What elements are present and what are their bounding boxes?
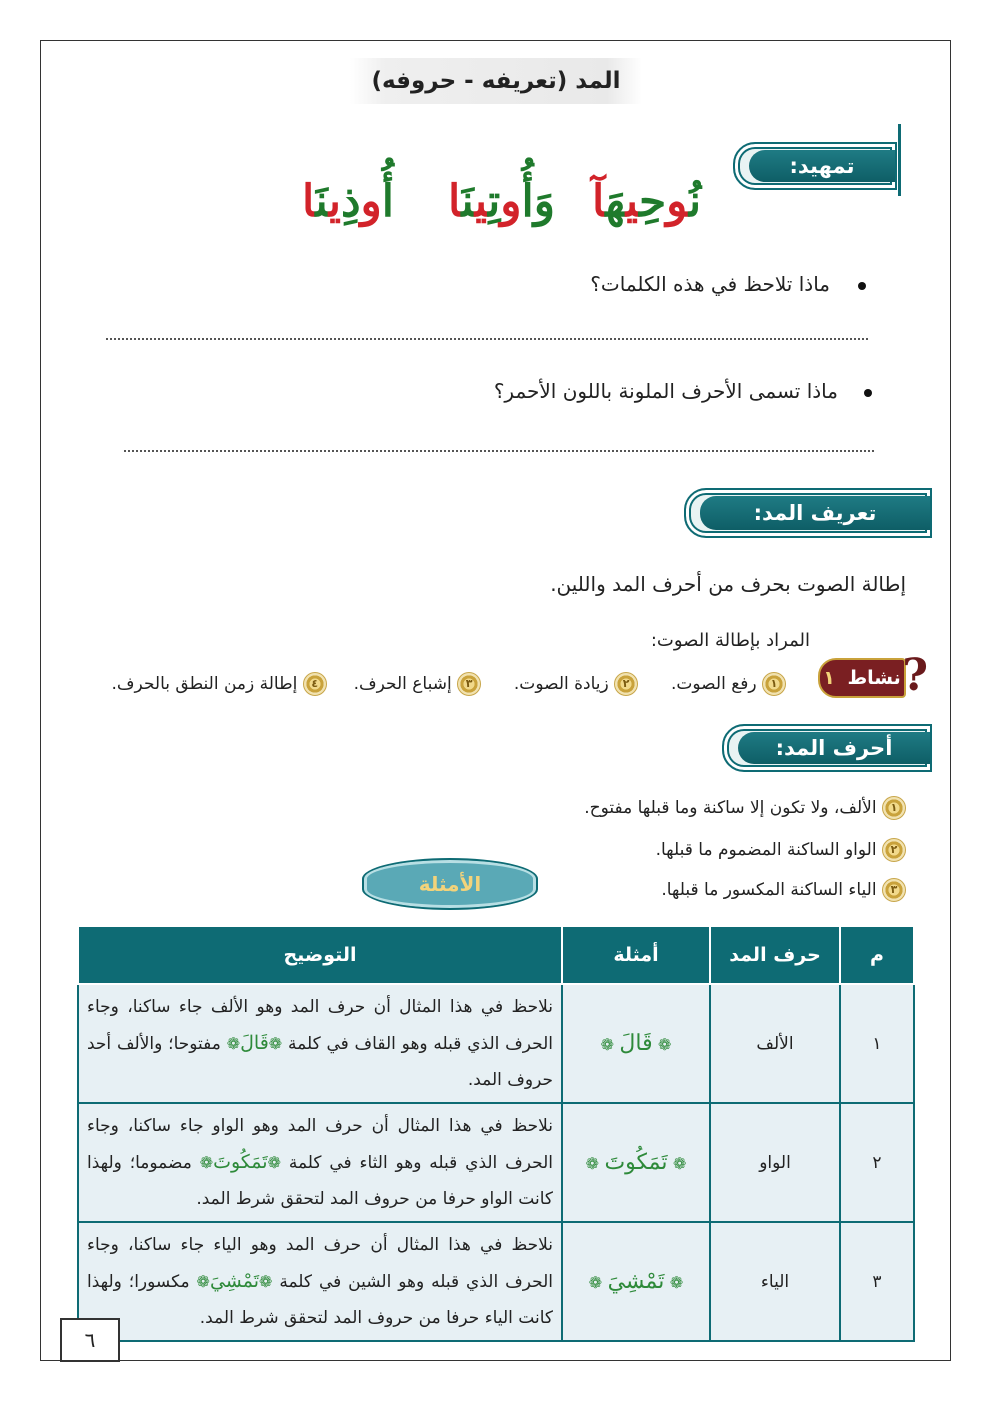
flower-icon: ٢ xyxy=(614,672,638,696)
activity-badge xyxy=(822,650,928,701)
letter-item-3: ٣ الياء الساكنة المكسور ما قبلها. xyxy=(661,878,906,902)
row-letter: الياء xyxy=(710,1222,840,1341)
ornament-icon: ❁ xyxy=(196,1272,210,1291)
row-explanation: نلاحظ في هذا المثال أن حرف المد وهو الياء جاء ساكنا، وجاء الحرف الذي قبله وهو الشين في كلمة ❁تَمْشِيَ❁ مكسورا؛ ولهذا كانت الياء حرفا من حروف المد لتحقق شرط المد. xyxy=(78,1222,562,1341)
ornament-icon: ❁ xyxy=(259,1272,273,1291)
row-example: ❁ قَالَ ❁ xyxy=(562,984,710,1103)
examples-table xyxy=(77,925,915,1342)
intro-heading xyxy=(733,142,897,190)
letters-heading-label: أحرف المد: xyxy=(738,732,930,764)
table-row xyxy=(78,984,914,1103)
option-3[interactable]: ٣ إشباع الحرف. xyxy=(354,674,482,694)
ornament-icon: ❁ xyxy=(267,1153,281,1172)
flower-icon: ١ xyxy=(882,796,906,820)
ornament-icon: ❁ xyxy=(226,1034,241,1053)
ornament-icon: ❁ xyxy=(268,1034,283,1053)
word-udhina: أُوذِينَا xyxy=(302,176,395,227)
row-explanation: نلاحظ في هذا المثال أن حرف المد وهو الواو جاء ساكنا، وجاء الحرف الذي قبله وهو الثاء في كلمة ❁تَمَكُوتَ❁ مضموما؛ ولهذا كانت الواو حرفا من حروف المد لتحقق شرط المد. xyxy=(78,1103,562,1222)
row-num: ٣ xyxy=(840,1222,914,1341)
flower-icon: ٣ xyxy=(882,878,906,902)
row-num: ١ xyxy=(840,984,914,1103)
header-letter: حرف المد xyxy=(710,926,840,984)
flower-icon: ١ xyxy=(762,672,786,696)
flower-icon: ٤ xyxy=(303,672,327,696)
answer-line-1 xyxy=(106,338,868,340)
definition-heading xyxy=(684,488,932,538)
word-nuhiha: نُوحِيهَآ xyxy=(592,176,702,227)
bullet xyxy=(864,389,872,397)
row-example: ❁ تَمْشِيَ ❁ xyxy=(562,1222,710,1341)
page-title: المد (تعريفه - حروفه) xyxy=(350,58,642,104)
row-letter: الألف xyxy=(710,984,840,1103)
table-row xyxy=(78,1103,914,1222)
definition-heading-label: تعريف المد: xyxy=(700,496,930,530)
row-example: ❁ تَمَكُوتَ ❁ xyxy=(562,1103,710,1222)
ornament-icon: ❁ xyxy=(658,1035,672,1054)
question-1: ماذا تلاحظ في هذه الكلمات؟ xyxy=(590,272,830,296)
heading-divider xyxy=(898,124,901,196)
ornament-icon: ❁ xyxy=(585,1154,600,1173)
flower-icon: ٢ xyxy=(882,838,906,862)
option-4[interactable]: ٤ إطالة زمن النطق بالحرف. xyxy=(112,674,327,694)
letters-heading xyxy=(722,724,932,772)
meaning-label: المراد بإطالة الصوت: xyxy=(650,630,810,651)
activity-options xyxy=(112,672,786,696)
ornament-icon: ❁ xyxy=(669,1273,684,1292)
question-mark-icon: ? xyxy=(902,650,928,701)
ornament-icon: ❁ xyxy=(672,1154,687,1173)
bullet xyxy=(858,282,866,290)
examples-badge: الأمثلة xyxy=(362,858,538,910)
letter-item-2: ٢ الواو الساكنة المضموم ما قبلها. xyxy=(656,838,906,862)
question-2: ماذا تسمى الأحرف الملونة باللون الأحمر؟ xyxy=(493,379,838,403)
definition-text: إطالة الصوت بحرف من أحرف المد واللين. xyxy=(550,572,906,596)
table-row xyxy=(78,1222,914,1341)
option-2[interactable]: ٢ زيادة الصوت. xyxy=(514,674,638,694)
header-explanation: التوضيح xyxy=(78,926,562,984)
table-header-row xyxy=(78,926,914,984)
header-num: م xyxy=(840,926,914,984)
row-explanation: نلاحظ في هذا المثال أن حرف المد وهو الألف جاء ساكنا، وجاء الحرف الذي قبله وهو القاف في كلمة ❁قَالَ❁ مفتوحا؛ والألف أحد حروف المد. xyxy=(78,984,562,1103)
letter-item-1: ١ الألف، ولا تكون إلا ساكنة وما قبلها مفتوح. xyxy=(584,796,906,820)
row-letter: الواو xyxy=(710,1103,840,1222)
word-wa-utina: وَأُوتِينَا xyxy=(448,176,555,227)
answer-line-2 xyxy=(124,450,874,452)
option-1[interactable]: ١ رفع الصوت. xyxy=(671,674,786,694)
intro-heading-label: تمهيد: xyxy=(749,150,895,182)
row-num: ٢ xyxy=(840,1103,914,1222)
flower-icon: ٣ xyxy=(457,672,481,696)
ornament-icon: ❁ xyxy=(600,1035,614,1054)
page-number: ٦ xyxy=(60,1318,120,1362)
ornament-icon: ❁ xyxy=(199,1153,214,1172)
activity-label: نشاط ١ xyxy=(818,658,906,698)
ornament-icon: ❁ xyxy=(588,1273,603,1292)
header-examples: أمثلة xyxy=(562,926,710,984)
